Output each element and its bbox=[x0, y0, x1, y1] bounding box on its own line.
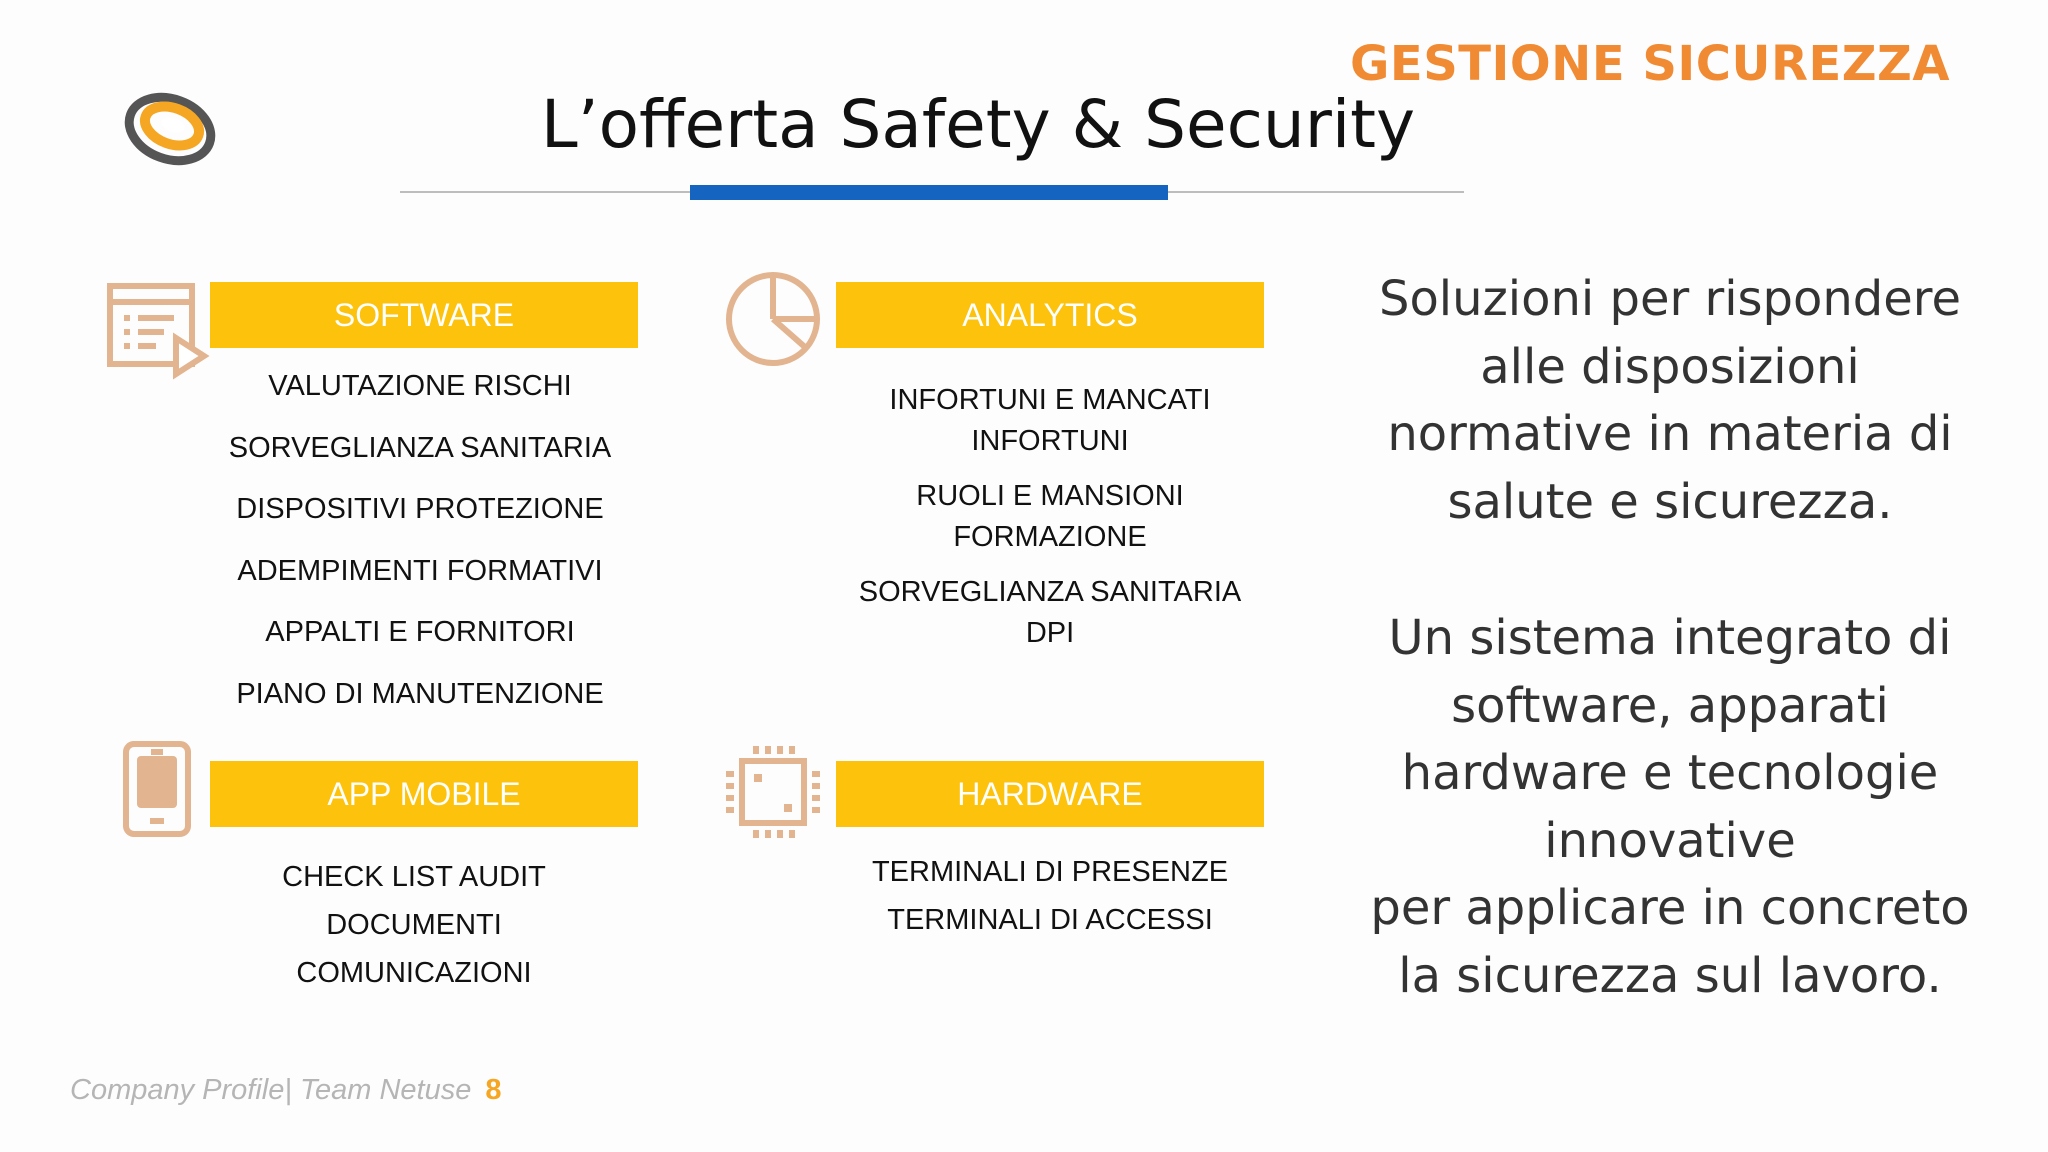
list-item: ADEMPIMENTI FORMATIVI bbox=[237, 554, 603, 587]
description-paragraph bbox=[1360, 605, 1980, 1010]
list-item: RUOLI E MANSIONI bbox=[916, 480, 1184, 512]
text-line: normative in materia di bbox=[1387, 406, 1953, 462]
company-logo-icon bbox=[118, 82, 222, 172]
smartphone-icon bbox=[122, 740, 192, 838]
text-line: alle disposizioni bbox=[1480, 338, 1860, 395]
text-line: software, apparati bbox=[1451, 677, 1889, 734]
analytics-items bbox=[830, 380, 1270, 668]
list-item: INFORTUNI bbox=[971, 425, 1129, 457]
text-line: Soluzioni per rispondere bbox=[1378, 271, 1962, 327]
category-analytics-bar: ANALYTICS bbox=[836, 282, 1264, 348]
hardware-items bbox=[830, 848, 1270, 944]
category-software-bar: SOFTWARE bbox=[210, 282, 638, 348]
text-line: Un sistema integrato di bbox=[1388, 610, 1952, 666]
footer bbox=[70, 1074, 502, 1107]
list-item: SORVEGLIANZA SANITARIA bbox=[228, 431, 612, 464]
title-divider-accent bbox=[690, 185, 1168, 200]
page-number: 8 bbox=[485, 1074, 502, 1106]
intro-paragraph bbox=[1360, 266, 1980, 536]
software-items bbox=[200, 356, 640, 725]
analytics-group bbox=[830, 572, 1270, 654]
page-title: L’offerta Safety & Security bbox=[540, 86, 1416, 163]
footer-text: Company Profile| Team Netuse bbox=[70, 1074, 472, 1106]
list-item: SORVEGLIANZA SANITARIA bbox=[858, 576, 1242, 608]
app-mobile-items bbox=[194, 853, 634, 997]
category-hardware-bar: HARDWARE bbox=[836, 761, 1264, 827]
section-tag: GESTIONE SICUREZZA bbox=[1350, 36, 1950, 92]
analytics-group bbox=[830, 476, 1270, 558]
list-item: DOCUMENTI bbox=[326, 909, 502, 941]
list-item: DPI bbox=[1025, 617, 1075, 649]
document-play-icon bbox=[104, 280, 210, 380]
list-item: TERMINALI DI PRESENZE bbox=[871, 856, 1229, 888]
list-item: DISPOSITIVI PROTEZIONE bbox=[236, 493, 604, 525]
list-item: TERMINALI DI ACCESSI bbox=[887, 904, 1213, 936]
list-item: FORMAZIONE bbox=[953, 521, 1147, 553]
text-line: la sicurezza sul lavoro. bbox=[1398, 947, 1942, 1004]
list-item: APPALTI E FORNITORI bbox=[265, 616, 575, 648]
list-item: PIANO DI MANUTENZIONE bbox=[236, 677, 604, 710]
list-item: VALUTAZIONE RISCHI bbox=[268, 370, 572, 402]
text-line: per applicare in concreto bbox=[1370, 880, 1970, 936]
analytics-group bbox=[830, 380, 1270, 462]
pie-chart-icon bbox=[724, 270, 822, 368]
list-item: INFORTUNI E MANCATI bbox=[889, 384, 1211, 416]
list-item: CHECK LIST AUDIT bbox=[282, 861, 546, 893]
text-line: innovative bbox=[1544, 812, 1796, 869]
list-item: COMUNICAZIONI bbox=[296, 957, 532, 989]
category-app-mobile-bar: APP MOBILE bbox=[210, 761, 638, 827]
text-line: salute e sicurezza. bbox=[1447, 473, 1893, 530]
chip-icon bbox=[724, 744, 822, 840]
text-line: hardware e tecnologie bbox=[1401, 745, 1939, 801]
